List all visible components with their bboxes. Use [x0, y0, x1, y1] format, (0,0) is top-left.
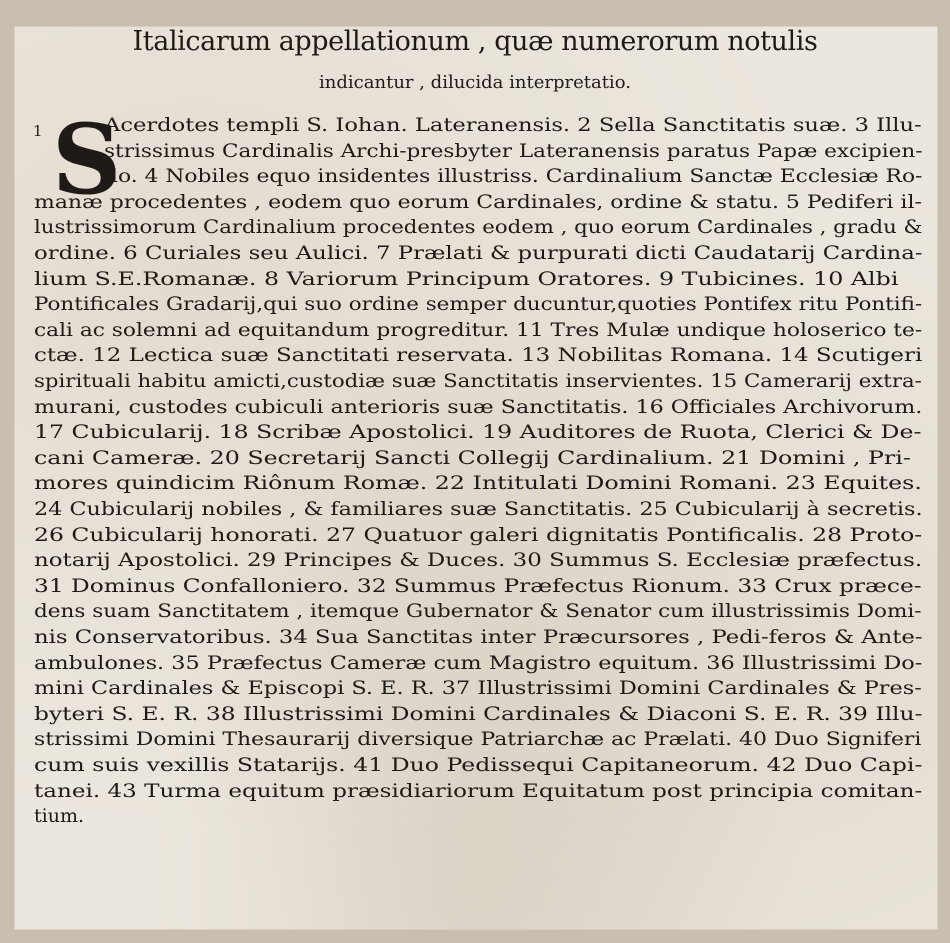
text-line: Acerdotes templi S. Iohan. Lateranensis. 2 Sella Sanctitatis suæ. 3 Illu-	[104, 114, 922, 136]
text-line: ordine. 6 Curiales seu Aulici. 7 Prælati & purpurati dicti Caudatarij Cardina-	[34, 242, 923, 264]
text-line: 31 Dominus Confalloniero. 32 Summus Præfectus Rionum. 33 Crux præce-	[34, 574, 922, 597]
page-title: Italicarum appellationum , quæ numerorum notulis	[132, 26, 818, 57]
page-subtitle: indicantur , dilucida interpretatio.	[319, 72, 631, 93]
text-line: cum suis vexillis Statarijs. 41 Duo Pedissequi Capitaneorum. 42 Duo Capi-	[34, 754, 923, 776]
text-line: nis Conservatoribus. 34 Sua Sanctitas inter Præcursores , Pedi-feros & Ante-	[34, 626, 923, 648]
text-line: 24 Cubicularij nobiles , & familiares suæ Sanctitatis. 25 Cubicularij à secretis.	[34, 498, 923, 520]
text-line: mores quindicim Riônum Romæ. 22 Intitulati Domini Romani. 23 Equites.	[34, 472, 922, 495]
text-line: dens suam Sanctitatem , itemque Gubernator & Senator cum illustrissimis Domi-	[34, 600, 922, 623]
text-line: mini Cardinales & Episcopi S. E. R. 37 Illustrissimi Domini Cardinales & Pres-	[34, 677, 922, 700]
text-line: do. 4 Nobiles equo insidentes illustriss. Cardinalium Sanctæ Ecclesiæ Ro-	[104, 165, 923, 188]
text-line: 26 Cubicularij honorati. 27 Quatuor galeri dignitatis Pontificalis. 28 Proto-	[34, 523, 923, 546]
text-line: strissimi Domini Thesaurarij diversique Patriarchæ ac Prælati. 40 Duo Signiferi	[34, 728, 922, 751]
text-line: lium S.E.Romanæ. 8 Variorum Principum Oratores. 9 Tubicines. 10 Albi	[34, 267, 899, 290]
text-line: 17 Cubicularij. 18 Scribæ Apostolici. 19 Auditores de Ruota, Clerici & De-	[34, 421, 922, 444]
drop-cap: S	[52, 103, 122, 216]
text-line: manæ procedentes , eodem quo eorum Cardinales, ordine & statu. 5 Pediferi il-	[34, 190, 922, 213]
text-line: ambulones. 35 Præfectus Cameræ cum Magistro equitum. 36 Illustrissimi Do-	[34, 651, 923, 674]
text-line: spirituali habitu amicti,custodiæ suæ Sanctitatis inservientes. 15 Camerarij extra-	[34, 370, 922, 392]
text-line: notarij Apostolici. 29 Principes & Duces. 30 Summus S. Ecclesiæ præfectus.	[34, 549, 923, 572]
text-line: strissimus Cardinalis Archi-presbyter Lateranensis paratus Papæ excipien-	[104, 139, 923, 162]
text-line: Pontificales Gradarij,qui suo ordine semper ducuntur,quoties Pontifex ritu Pontifi-	[34, 293, 923, 316]
text-line: murani, custodes cubiculi anterioris suæ Sanctitatis. 16 Officiales Archivorum.	[34, 395, 923, 418]
item-number-1: 1	[33, 122, 43, 140]
text-line: tium.	[34, 805, 85, 828]
text-line: cani Cameræ. 20 Secretarij Sancti Collegij Cardinalium. 21 Domini , Pri-	[34, 446, 911, 469]
text-line: ctæ. 12 Lectica suæ Sanctitati reservata. 13 Nobilitas Romana. 14 Scutigeri	[34, 344, 923, 367]
text-line: byteri S. E. R. 38 Illustrissimi Domini Cardinales & Diaconi S. E. R. 39 Illu-	[34, 702, 923, 725]
text-line: cali ac solemni ad equitandum progreditur. 11 Tres Mulæ undique holoserico te-	[34, 318, 923, 341]
text-line: lustrissimorum Cardinalium procedentes eodem , quo eorum Cardinales , gradu &	[34, 216, 923, 239]
text-line: tanei. 43 Turma equitum præsidiariorum Equitatum post principia comitan-	[34, 779, 923, 802]
